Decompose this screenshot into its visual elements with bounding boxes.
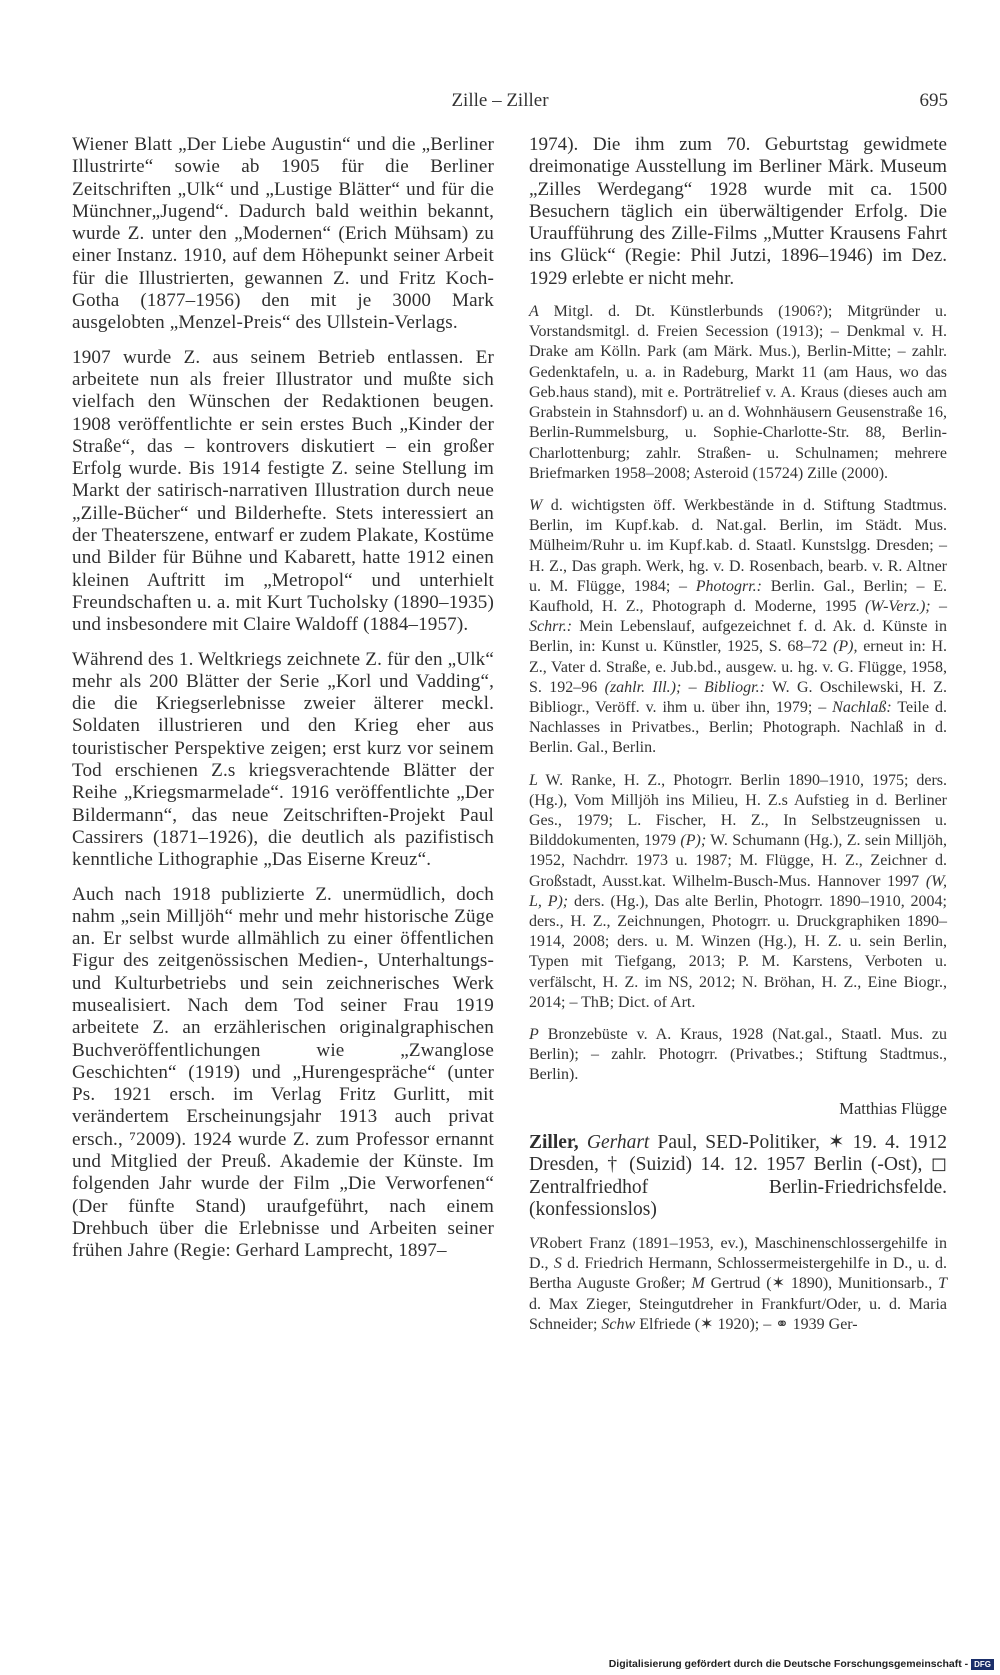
section-text: Mein Lebenslauf, aufgezeichnet f. d. Ak. d. Künste in Berlin, in: Kunst u. Künstler, 1925, S. 68–72 <box>529 618 947 656</box>
entry-given-name: Gerhart <box>586 1131 650 1153</box>
literature-block <box>529 771 947 1013</box>
author-signature: Matthias Flügge <box>839 1098 947 1118</box>
section-marker: Schw <box>601 1315 636 1333</box>
right-column <box>529 134 947 1347</box>
dfg-logo: DFG <box>971 1659 994 1670</box>
entry-heading-text: Paul, SED-Politiker, ✶ 19. 4. 1912 Dresden, † (Suizid) 14. 12. 1957 Berlin (-Ost), ◻ Zentralfriedhof Berlin-Friedrichsfelde. (konfessionslos) <box>529 1131 947 1221</box>
paragraph: Auch nach 1918 publizierte Z. unermüdlich, doch nahm „sein Milljöh“ mehr und mehr historische Züge an. Er selbst wurde allmählich zu einer öffentlichen Figur des zeitgenössischen Medien-, Unterhaltungs- und Kulturbetriebs und sein zeichnerisches Werk musealisiert. Nach dem Tod seiner Frau 1919 arbeitete Z. an erzählerischen originalgraphischen Buchveröffentlichungen wie „Zwanglose Geschichten“ (1919) und „Hurengespräche“ (unter Ps. 1921 ersch. im Verlag Fritz Gurlitt, mit verändertem Erscheinungsjahr 1913 auch privat ersch., ⁷2009). 1924 wurde Z. zum Professor ernannt und Mitglied der Preuß. Akademie der Künste. Im folgenden Jahr wurde der Film „Die Verworfenen“ (Der fünfte Stand) uraufgeführt, nach einem Drehbuch über die Erlebnisse und Arbeiten seiner frühen Jahre (Regie: Gerhard Lamprecht, 1897– <box>72 883 494 1262</box>
section-text: Bronzebüste v. A. Kraus, 1928 (Nat.gal., Staatl. Mus. zu Berlin); – zahlr. Photogrr. (Privatbes.; Stiftung Stadtmus., Berlin). <box>529 1025 947 1084</box>
italic-label: (P); <box>680 832 707 850</box>
section-text: W. Ranke, H. Z., Photogrr. Berlin 1890–1910, 1975; ders. (Hg.), Vom Milljöh ins Milieu, H. Z.s Aufstieg in d. Berliner Ges., 1979; L. Fischer, H. Z., In Selbstzeugnissen u. Bilddokumenten, 1979 <box>529 771 947 850</box>
section-text: W. G. Oschilewski, H. Z. Bibliogr., Veröff. v. ihm u. über ihn, 1979; – <box>529 678 948 716</box>
entry-surname: Ziller, <box>529 1131 579 1153</box>
section-text: ders. (Hg.), Das alte Berlin, Photogrr. 1890–1910, 2004; ders., H. Z., Zeichnungen, Photogrr. u. Druckgraphiken 1890–1914, 2008; ders. u. M. Winzen (Hg.), H. Z. u. sein Berlin, Typen mit Tiefgang, 2013; P. M. Karstens, Verboten u. verfälscht, H. Z. im NS, 2012; N. Bröhan, H. Z., Eine Biogr., 2014; – ThB; Dict. of Art. <box>529 892 947 1011</box>
section-marker: V <box>529 1234 539 1252</box>
paragraph: Wiener Blatt „Der Liebe Augustin“ und die „Berliner Illustrirte“ sowie ab 1905 für die Berliner Zeitschriften „Ulk“ und „Lustige Blätter“ und für die Münchner„Jugend“. Dadurch bald weithin bekannt, wurde Z. unter den „Modernen“ (Erich Mühsam) zu einer Instanz. 1910, auf dem Höhepunkt seiner Arbeit für die Illustrierten, gewannen Z. und Fritz Koch-Gotha (1877–1956) den mit je 3000 Mark ausgelobten „Menzel-Preis“ des Ullstein-Verlags. <box>72 134 494 334</box>
paragraph: 1974). Die ihm zum 70. Geburtstag gewidmete dreimonatige Ausstellung im Berliner Märk. Museum „Zilles Werdegang“ 1928 wurde mit ca. 1500 Besuchern täglich ein überwältigender Erfolg. Die Uraufführung des Zille-Films „Mutter Krausens Fahrt ins Glück“ (Regie: Phil Jutzi, 1896–1946) im Dez. 1929 erlebte er nicht mehr. <box>529 134 947 289</box>
italic-label: Nachlaß: <box>832 698 892 716</box>
section-text: d. Max Zieger, Steingutdreher in Frankfurt/Oder, u. d. Maria Schneider; <box>529 1295 947 1333</box>
italic-label: (zahlr. Ill.); – Bibliogr.: <box>604 678 765 696</box>
section-text: W. Schumann (Hg.), Z. sein Milljöh, 1952, Nachdrr. 1973 u. 1987; M. Flügge, H. Z., Zeichner d. Großstadt, Ausst.kat. Wilhelm-Busch-Mus. Hannover 1997 <box>529 832 948 890</box>
paragraph: 1907 wurde Z. aus seinem Betrieb entlassen. Er arbeitete nun als freier Illustrator und mußte sich vielfach den Wünschen der Redaktionen beugen. 1908 veröffentlichte er sein erstes Buch „Kinder der Straße“, das – kontrovers diskutiert – ein großer Erfolg wurde. Bis 1914 festigte Z. seine Stellung im Markt der satirisch-narrativen Illustration durch neue „Zille-Bücher“ und Bilderhefte. Stets interessiert an der Theaterszene, entwarf er zudem Plakate, Kostüme und Bilder für Bühne und Kabarett, hatte 1912 einen kleinen Auftritt im „Metropol“ und unterhielt Freundschaften u. a. mit Kurt Tucholsky (1890–1935) und insbesondere mit Claire Waldoff (1884–1957). <box>72 346 494 636</box>
section-text: Teile d. Nachlasses in Privatbes., Berlin; Photograph. Nachlaß in d. Berlin. Gal., Berlin. <box>529 698 947 757</box>
digitization-footer <box>0 1658 1000 1675</box>
section-marker: S <box>553 1255 562 1273</box>
section-text: d. Friedrich Hermann, Schlossermeistergehilfe in D., u. d. Bertha Auguste Großer; <box>529 1255 947 1293</box>
works-block <box>529 496 947 759</box>
portraits-block <box>529 1025 947 1086</box>
italic-label: (W-Verz.); – Schrr.: <box>529 597 947 636</box>
paragraph: Während des 1. Weltkriegs zeichnete Z. für den „Ulk“ mehr als 200 Blätter der Serie „Korl und Vadding“, die die Kriegserlebnisse zweier älterer meckl. Soldaten illustrieren und den Krieg eher aus touristischer Perspektive zeigen; erst kurz vor seinem Tod erschienen Z.s kriegsverachtende Blätter der Reihe „Kriegsmarmelade“. 1916 veröffentlichte „Der Bildermann“, das neue Zeitschriften-Projekt Paul Cassirers (1871–1926), die deutlich als pazifistisch kenntliche Lithographie „Das Eiserne Kreuz“. <box>72 648 494 871</box>
section-marker: P <box>529 1025 539 1043</box>
page-number: 695 <box>919 90 948 111</box>
section-marker: T <box>938 1275 947 1293</box>
section-text: erneut in: H. Z., Vater d. Straße, e. Jub.bd., ausgew. u. hg. v. G. Flügge, 1958, S. 192–96 <box>529 638 948 696</box>
section-text: Mitgl. d. Dt. Künstlerbunds (1906?); Mitgründer u. Vorstandsmitgl. d. Freien Secession (1913); – Denkmal v. H. Drake am Kölln. Park (am Märk. Mus.), Berlin-Mitte; – zahlr. Gedenktafeln, u. a. in Radeburg, Markt 11 (am Haus, wo das Geb.haus stand), mit e. Porträtrelief v. A. Kraus (dieses auch am Grabstein in Stahnsdorf) u. an d. Wohnhäusern Geusenstraße 16, Berlin-Rummelsburg, u. Sophie-Charlotte-Str. 88, Berlin-Charlottenburg; zahlr. Straßen- u. Schulnamen; mehrere Briefmarken 1958–2008; Asteroid (15724) Zille (2000). <box>529 303 947 482</box>
section-marker: L <box>529 771 538 789</box>
section-text: Elfriede (✶ 1920); – ⚭ 1939 Ger- <box>635 1315 858 1333</box>
section-marker: M <box>691 1275 705 1293</box>
section-text: Berlin. Gal., Berlin; – E. Kaufhold, H. Z., Photograph d. Moderne, 1995 <box>529 577 947 615</box>
footer-text: Digitalisierung gefördert durch die Deutsche Forschungsgemeinschaft - <box>608 1658 969 1671</box>
section-text: d. wichtigsten öff. Werkbestände in d. Stiftung Stadtmus. Berlin, im Kupf.kab. d. Nat.gal. Berlin, im Städt. Mus. Mülheim/Ruhr u. im Kupf.kab. d. Staatl. Kunstslgg. Dresden; – H. Z., Das graph. Werk, hg. v. D. Rosenbach, bearb. v. R. Altner u. M. Flügge, 1984; – <box>529 496 947 595</box>
section-text: Gertrud (✶ 1890), Munitionsarb., <box>704 1275 939 1293</box>
genealogy-block <box>529 1234 947 1335</box>
italic-label: Photogrr.: <box>695 577 763 595</box>
entry-heading <box>529 1132 947 1222</box>
section-marker: A <box>529 303 539 321</box>
awards-block <box>529 302 947 484</box>
section-text: Robert Franz (1891–1953, ev.), Maschinenschlossergehilfe in D., <box>529 1234 947 1273</box>
left-column <box>72 134 494 1275</box>
italic-label: (W, L, P); <box>529 872 947 910</box>
italic-label: (P), <box>833 638 858 656</box>
running-header: Zille – Ziller <box>451 90 549 111</box>
section-marker: W <box>529 496 543 514</box>
